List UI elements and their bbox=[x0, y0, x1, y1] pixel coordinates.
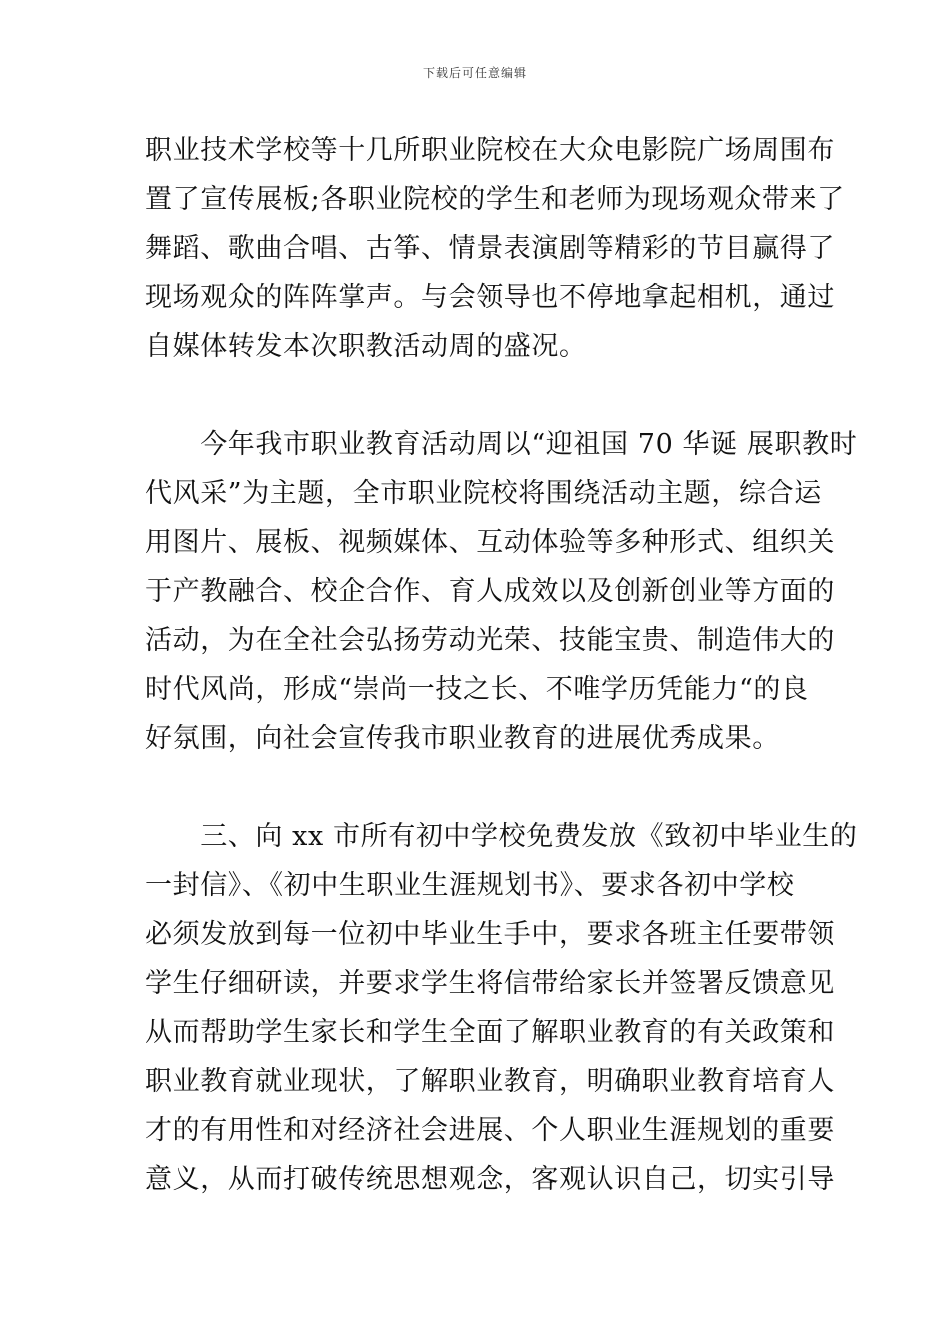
paragraph-1 bbox=[145, 126, 845, 371]
text-line: 好氛围，向社会宣传我市职业教育的进展优秀成果。 bbox=[145, 723, 780, 754]
text-line: 活动，为在全社会弘扬劳动光荣、技能宝贵、制造伟大的 bbox=[145, 625, 835, 656]
text-line: 从而帮助学生家长和学生全面了解职业教育的有关政策和 bbox=[145, 1017, 835, 1048]
text-line: 时代风尚，形成“崇尚一技之长、不唯学历凭能力“的良 bbox=[145, 674, 809, 705]
text-line: 自媒体转发本次职教活动周的盛况。 bbox=[145, 331, 587, 362]
paragraph-gap bbox=[145, 763, 810, 812]
text-line: 职业技术学校等十几所职业院校在大众电影院广场周围布 bbox=[145, 135, 835, 166]
text-line: 一封信》、《初中生职业生涯规划书》、要求各初中学校 bbox=[145, 870, 795, 901]
text-line: 才的有用性和对经济社会进展、个人职业生涯规划的重要 bbox=[145, 1115, 835, 1146]
text-line: 意义，从而打破传统思想观念，客观认识自己，切实引导 bbox=[145, 1164, 835, 1195]
text-line: 于产教融合、校企合作、育人成效以及创新创业等方面的 bbox=[145, 576, 835, 607]
text-line: 今年我市职业教育活动周以“迎祖国 70 华诞 展职教时 bbox=[145, 429, 858, 460]
text-line: 用图片、展板、视频媒体、互动体验等多种形式、组织关 bbox=[145, 527, 835, 558]
paragraph-2 bbox=[145, 420, 858, 763]
text-line: 代风采”为主题，全市职业院校将围绕活动主题，综合运 bbox=[145, 478, 822, 509]
document-body bbox=[145, 126, 858, 1204]
page-header: 下载后可任意编辑 bbox=[422, 66, 527, 80]
paragraph-gap bbox=[145, 371, 810, 420]
text-line: 现场观众的阵阵掌声。与会领导也不停地拿起相机，通过 bbox=[145, 282, 835, 313]
text-line: 舞蹈、歌曲合唱、古筝、情景表演剧等精彩的节目赢得了 bbox=[145, 233, 835, 264]
text-line: 学生仔细研读，并要求学生将信带给家长并签署反馈意见 bbox=[145, 968, 835, 999]
text-line: 三、向 xx 市所有初中学校免费发放《致初中毕业生的 bbox=[145, 821, 858, 852]
text-line: 职业教育就业现状，了解职业教育，明确职业教育培育人 bbox=[145, 1066, 835, 1097]
text-line: 必须发放到每一位初中毕业生手中，要求各班主任要带领 bbox=[145, 919, 835, 950]
text-line: 置了宣传展板;各职业院校的学生和老师为现场观众带来了 bbox=[145, 184, 845, 215]
paragraph-3 bbox=[145, 812, 858, 1204]
